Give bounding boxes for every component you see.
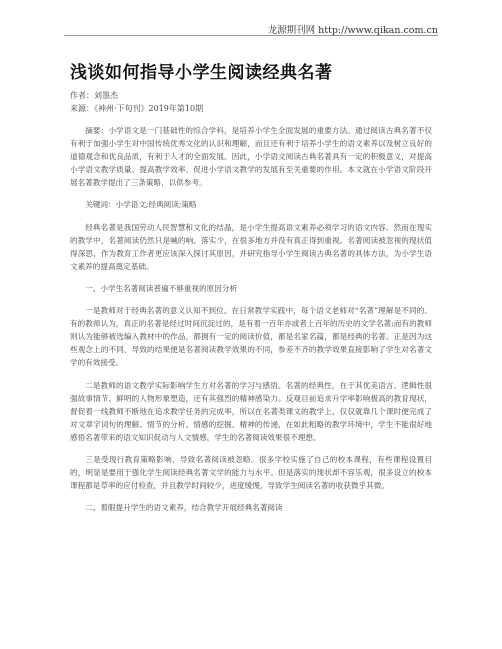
header-site-text[interactable]: 龙源期刊网 http://www.qikan.com.cn bbox=[267, 25, 438, 36]
section-heading-2: 二、着眼提升学生的语文素养，结合教学开展经典名著阅读 bbox=[85, 503, 283, 513]
article-abstract: 摘要：小学语文是一门基础性的综合学科，是培养小学生全面发展的重要方法。通过阅读古典名著不仅有利于加强小学生对中国传统优秀文化的认识和理解，而且还有利于培养小学生的语文素养以及树立良好的道德观念和优良品质，有利于人才的全面发展。因此，小学语文阅读古典名著具有一定的积极意义，对提高小学语文教学质量、提高教学效率、促进小学语文教学的发展有至关重要的作用。本文就在小学语文阶段开展名著教学提出了三条策略，以供参考。 bbox=[70, 126, 432, 188]
article-keywords: 关键词：小学语文;经典阅读;策略 bbox=[85, 200, 197, 210]
paragraph-2: 二是教师的语文教学实际影响学生方对名著的学习与感悟。名著的经典性，在于其优美语言、逻辑性很强故事情节、鲜明的人物形象塑造，还有其强烈的精神感染力。反观目前追求升学率影响极高的教育现状，督促着一线教师不断地在追求教学任务的完成率，所以在名著类课文的教学上，仅仅就靠几个课时便完成了对文章字词句的理解、情节的分析、情感的挖掘、精神的传递，在如此粗略的教学环境中，学生不能很好地感悟名著带来的语文知识促动与人文情感，学生的名著阅读效果很不理想。 bbox=[70, 380, 432, 442]
paragraph-3: 三是受现行教育策略影响，导致名著阅读被忽略。很多学校实施了自己的校本课程，有些课程设置目的，明显是要用于强化学生阅读经典名著文学的能力与水平。但是落实的现状却不容乐观，很多设立的校本课程都是草率的应付检查，并且教学时间较少，进度缓慢，导致学生阅读名著的收获微乎其微。 bbox=[70, 454, 432, 491]
header-divider bbox=[64, 35, 438, 36]
page-header bbox=[0, 0, 502, 38]
article-source: 来源：《神州·下旬刊》2019年第10期 bbox=[70, 104, 204, 113]
article-body bbox=[70, 58, 432, 514]
article-intro: 经典名著是我国劳动人民智慧和文化的结晶，是小学生提高语文素养必须学习的语文内容。然而在现实的教学中，名著阅读仍然只是喊的响、落实少，在很多地方并没有真正得到重视。名著阅读被忽视的现状值得深思，作为教育工作者更应该深入探讨其原因，并研究指导小学生阅读古典名著的具体方法，为小学生语文素养的提高奠定基础。 bbox=[70, 222, 432, 271]
article-author: 作者：刘墨杰 bbox=[70, 91, 118, 100]
article-title: 浅谈如何指导小学生阅读经典名著 bbox=[70, 63, 333, 83]
section-heading-1: 一、小学生名著阅读普遍不够重视的原因分析 bbox=[85, 283, 238, 293]
paragraph-1: 一是教师对于经典名著的意义认知不到位。在日常教学实践中，每个语文老师对“名著”理解是不同的。有的教师认为，真正的名著是经过时间沉淀过的，是有着一百年亦或者上百年的历史的文学名著;而有的教师则认为能够被选编入教材中的作品，都拥有一定的阅读价值，都是名家名篇，都是经典的名著。正是因为这些观念上的不同，导致的结果便是名著阅读教学效果的不同，参差不齐的教学效果直接影响了学生对名著文学的有效接受。 bbox=[70, 306, 432, 368]
